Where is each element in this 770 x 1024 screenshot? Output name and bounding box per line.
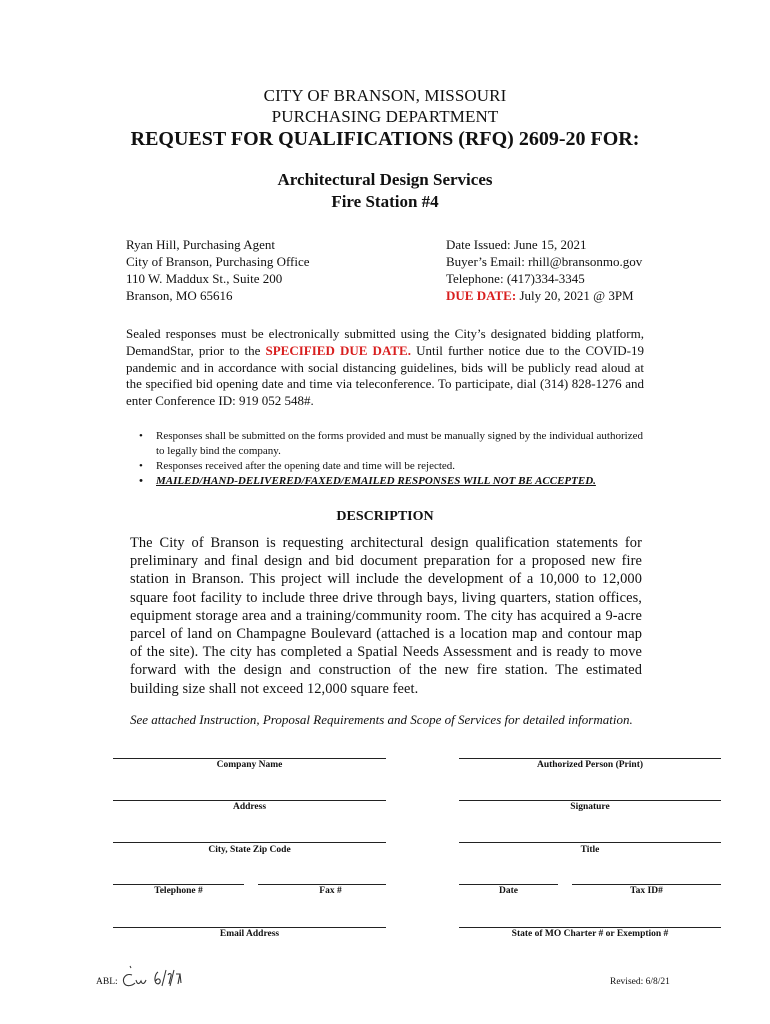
email-address-label: Email Address — [219, 929, 280, 939]
tax-id-line[interactable] — [572, 884, 721, 885]
due-date-value: July 20, 2021 @ 3PM — [516, 288, 634, 303]
date-label: Date — [499, 886, 518, 896]
due-date — [446, 287, 642, 304]
department-heading: PURCHASING DEPARTMENT — [271, 107, 499, 126]
buyer-email: Buyer’s Email: rhill@bransonmo.gov — [446, 254, 643, 269]
submission-text: Sealed responses must be electronically submitted using the City’s designated bidding platform, DemandStar, prior to the — [126, 326, 644, 358]
abl-label: ABL: — [96, 977, 118, 987]
fax-line[interactable] — [258, 884, 386, 885]
tax-id-label: Tax ID# — [630, 886, 663, 896]
fax-label: Fax # — [319, 886, 342, 896]
city-state-zip-label: City, State Zip Code — [208, 845, 291, 855]
date-line[interactable] — [459, 884, 558, 885]
contact-line: Ryan Hill, Purchasing Agent — [126, 237, 275, 252]
contact-line: 110 W. Maddux St., Suite 200 — [126, 271, 283, 286]
authorized-person-label: Authorized Person (Print) — [536, 760, 644, 770]
revised-date: Revised: 6/8/21 — [610, 977, 670, 987]
submission-instructions — [126, 326, 644, 410]
date-issued: Date Issued: June 15, 2021 — [446, 237, 587, 252]
specified-due-date: SPECIFIED DUE DATE. — [265, 342, 411, 358]
description-heading: DESCRIPTION — [336, 509, 434, 524]
authorized-person-line[interactable] — [459, 758, 721, 759]
list-item: • Responses shall be submitted on the forms provided and must be manually signed by the individual authorized to legally bind the company. — [126, 429, 646, 459]
company-name-label: Company Name — [216, 760, 283, 770]
project-title: Architectural Design Services — [277, 170, 493, 189]
project-subtitle: Fire Station #4 — [331, 192, 439, 211]
contact-line: Branson, MO 65616 — [126, 288, 233, 303]
description-body: The City of Branson is requesting architectural design qualification statements for preliminary and final design and bid document preparation for a proposed new fire station in Branson. This project will include the development of a 10,000 to 12,000 square foot facility to include three drive through bays, living quarters, station offices, equipment storage area and a training/community room. The city has acquired a 9-acre parcel of land on Champagne Boulevard (attached is a location map and contour map of the site). The city has completed a Spatial Needs Assessment and is ready to move forward with the design and construction of the new fire station. The estimated building size shall not exceed 12,000 square feet. — [130, 535, 642, 697]
title-label: Title — [580, 845, 600, 855]
signature-label: Signature — [570, 802, 610, 812]
telephone-line[interactable] — [113, 884, 244, 885]
address-label: Address — [232, 802, 267, 812]
city-heading: CITY OF BRANSON, MISSOURI — [263, 86, 507, 105]
contact-line: City of Branson, Purchasing Office — [126, 254, 310, 269]
list-item: • MAILED/HAND-DELIVERED/FAXED/EMAILED RESPONSES WILL NOT BE ACCEPTED. — [126, 474, 646, 489]
address-line[interactable] — [113, 800, 386, 801]
purchasing-contact — [126, 236, 310, 304]
telephone: Telephone: (417)334-3345 — [446, 271, 585, 286]
rfq-title: REQUEST FOR QUALIFICATIONS (RFQ) 2609-20 FOR: — [130, 128, 640, 150]
title-line[interactable] — [459, 842, 721, 843]
due-date-label: DUE DATE: — [446, 288, 517, 303]
mo-charter-label: State of MO Charter # or Exemption # — [511, 929, 669, 939]
mo-charter-line[interactable] — [459, 927, 721, 928]
company-name-line[interactable] — [113, 758, 386, 759]
telephone-label: Telephone # — [154, 886, 203, 896]
submission-text-cont: Until further notice due to the COVID-19 pandemic and in accordance with social distancing guidelines, bids will be publicly read aloud at the specified bid opening date and time via teleconference. To participate, dial (314) 828-1276 and enter Conference ID: 919 052 548#. — [126, 342, 644, 409]
rfq-details — [446, 236, 642, 304]
signature-line[interactable] — [459, 800, 721, 801]
initials-signature — [118, 962, 190, 992]
city-state-zip-line[interactable] — [113, 842, 386, 843]
email-address-line[interactable] — [113, 927, 386, 928]
detailed-info-note: See attached Instruction, Proposal Requirements and Scope of Services for detailed information. — [130, 712, 633, 727]
submission-rules — [126, 429, 646, 489]
list-item: • Responses received after the opening date and time will be rejected. — [126, 459, 646, 474]
